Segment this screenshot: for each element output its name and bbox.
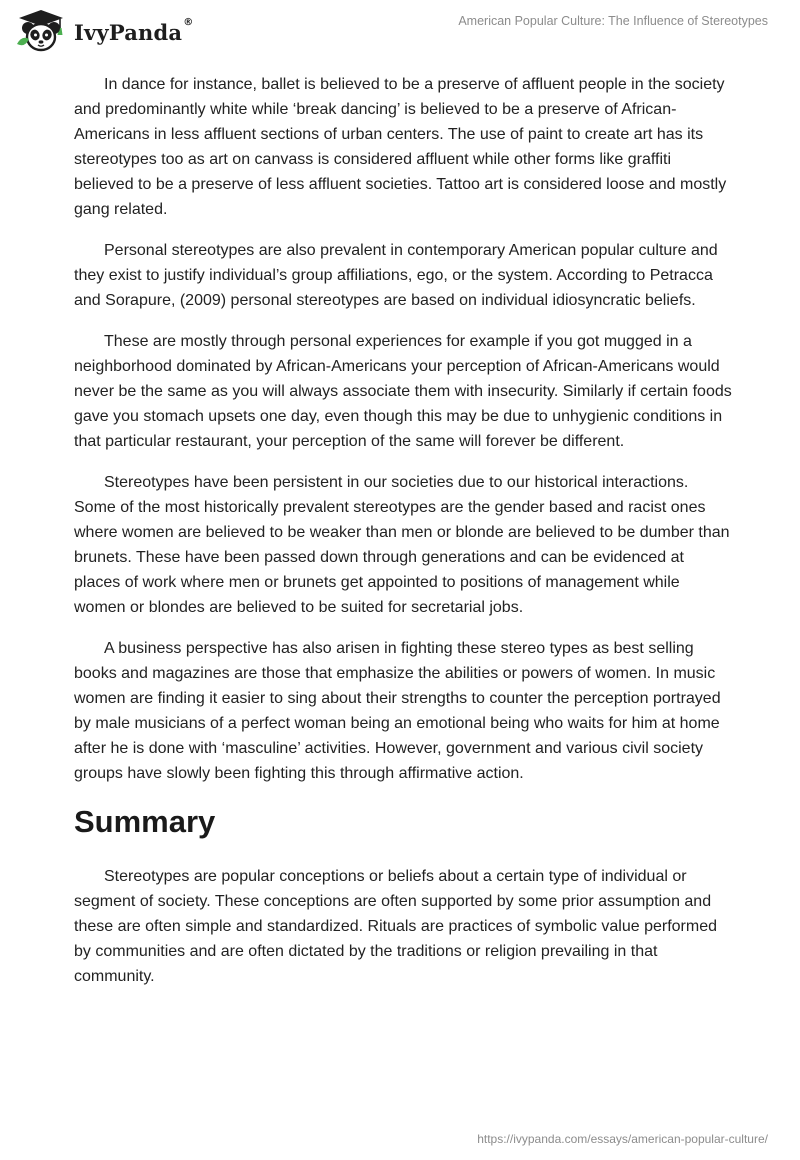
body-paragraph: Stereotypes have been persistent in our societies due to our historical interactions. Some of the most historically prevalent stereotypes are the gender based and racist ones where women are believed to be weaker than men or blonde are believed to be dumber than brunets. These have been passed down through generations and can be evidenced at places of work where men or brunets get appointed to positions of management while women or blondes are believed to be suited for secretarial jobs. (74, 474, 730, 616)
body-paragraph: A business perspective has also arisen in fighting these stereo types as best selling books and magazines are those that emphasize the abilities or powers of women. In music women are finding it easier to sing about their strengths to counter the perception portrayed by male musicians of a perfect woman being an emotional being who waits for him at home after he is done with ‘masculine’ activities. However, government and various civil society groups have slowly been fighting this through affirmative action. (74, 640, 721, 782)
brand-logo[interactable] (14, 8, 193, 54)
body-paragraph: In dance for instance, ballet is believed to be a preserve of affluent people in the society and predominantly white while ‘break dancing’ is believed to be a preserve of African-Americans in less affluent sections of urban centers. The use of paint to create art has its stereotypes too as art on canvass is considered affluent while other forms like graffiti believed to be a preserve of less affluent societies. Tattoo art is considered loose and mostly gang related. (74, 76, 727, 218)
body-paragraph: These are mostly through personal experiences for example if you got mugged in a neighborhood dominated by African-Americans your perception of African-Americans would never be the same as you will always associate them with insecurity. Similarly if certain foods gave you stomach upsets one day, even though this may be due to unhygienic conditions in that particular restaurant, your perception of the same will forever be different. (74, 333, 732, 450)
essay-content (74, 72, 734, 1005)
page-header (0, 0, 800, 60)
registered-mark: ® (183, 16, 194, 28)
document-title: American Popular Culture: The Influence of Stereotypes (458, 14, 768, 28)
panda-graduate-icon (14, 8, 68, 54)
summary-heading: Summary (74, 804, 216, 839)
summary-paragraph: Stereotypes are popular conceptions or beliefs about a certain type of individual or segment of society. These conceptions are often supported by some prior assumption and these are often simple and standardized. Rituals are practices of symbolic value performed by communities and are often dictated by the traditions or religion prevailing in that community. (74, 868, 717, 985)
source-url[interactable]: https://ivypanda.com/essays/american-popular-culture/ (477, 1132, 768, 1146)
brand-name: IvyPanda (74, 19, 183, 45)
body-paragraph: Personal stereotypes are also prevalent in contemporary American popular culture and they exist to justify individual’s group affiliations, ego, or the system. According to Petracca and Sorapure, (2009) personal stereotypes are based on individual idiosyncratic beliefs. (74, 242, 718, 309)
